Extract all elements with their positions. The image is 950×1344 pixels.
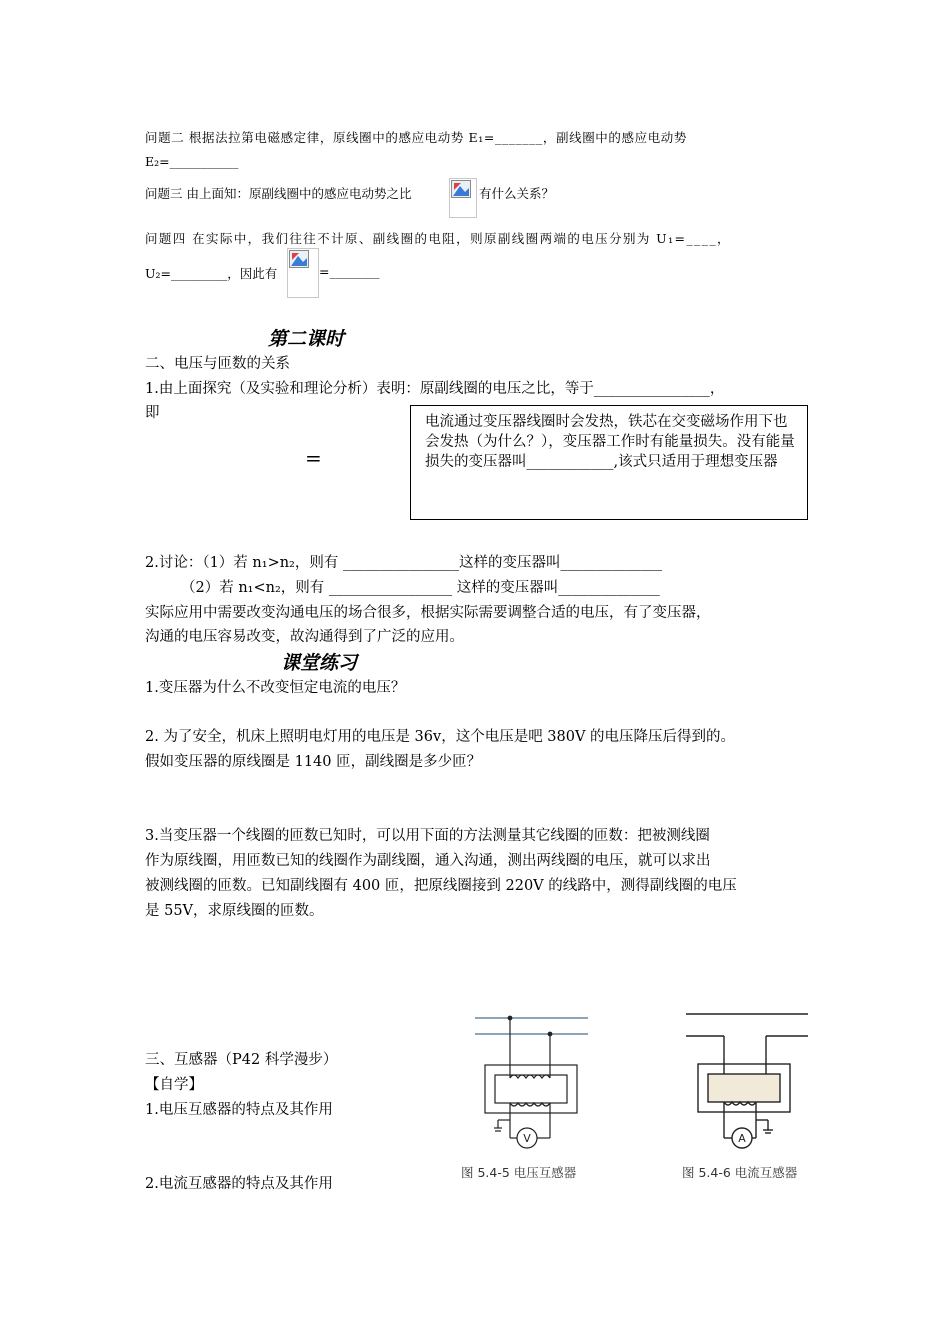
question-3-before: 问题三 由上面知：原副线圈中的感应电动势之比: [145, 186, 412, 201]
discussion-para1: 实际应用中需要改变沟通电压的场合很多，根据实际需要调整合适的电压，有了变压器，: [145, 605, 711, 621]
question-4-line1: 问题四 在实际中，我们往往不计原、副线圈的电阻，则原副线圈两端的电压分别为 U₁=____，: [145, 231, 731, 246]
question-2-line2: E₂=___________: [145, 154, 239, 169]
note-box-text: 电流通过变压器线圈时会发热，铁芯在交变磁场作用下也会发热（为什么？），变压器工作时有能量损失。没有能量损失的变压器叫____________,该式只适用于理想变压器: [425, 414, 795, 470]
practice-q2-line1: 2. 为了安全，机床上照明电灯用的电压是 36v，这个电压是吧 380V 的电压降压后得到的。: [145, 729, 736, 745]
practice-q3-line1: 3.当变压器一个线圈的匝数已知时，可以用下面的方法测量其它线圈的匝数：把被测线圈: [145, 828, 710, 844]
voltmeter-label: V: [523, 1132, 531, 1145]
practice-q3-line3: 被测线圈的匝数。已知副线圈有 400 匝，把原线圈接到 220V 的线路中，测得副线圈的电压: [145, 878, 737, 894]
practice-title: 课堂练习: [281, 652, 358, 674]
section-3-q1: 1.电压互感器的特点及其作用: [145, 1102, 333, 1118]
ammeter-label: A: [738, 1132, 746, 1145]
note-box: [410, 405, 808, 520]
section-3-title: 三、互感器（P42 科学漫步）: [145, 1052, 338, 1068]
discussion-line2: （2）若 n₁<n₂，则有 _________________ 这样的变压器叫______________: [181, 580, 660, 596]
question-4-line2-after: =________: [319, 264, 380, 279]
section-3-q2: 2.电流互感器的特点及其作用: [145, 1176, 333, 1192]
discussion-para2: 沟通的电压容易改变，故沟通得到了广泛的应用。: [145, 629, 464, 645]
figure-1-caption: 图 5.4-5 电压互感器: [461, 1165, 577, 1180]
self-study-label: 【自学】: [145, 1077, 203, 1093]
item-1-line2: 即: [145, 405, 160, 421]
equals-sign: =: [305, 446, 322, 470]
lesson-2-title: 第二课时: [268, 328, 345, 350]
discussion-line1: 2.讨论：（1）若 n₁>n₂，则有 ________________这样的变压器叫______________: [145, 555, 662, 571]
question-2-line1: 问题二 根据法拉第电磁感定律，原线圈中的感应电动势 E₁=_______，副线圈中的感应电动势: [145, 130, 688, 145]
practice-q2-line2: 假如变压器的原线圈是 1140 匝，副线圈是多少匝？: [145, 754, 482, 770]
broken-image-icon: [449, 178, 477, 218]
question-4-line2-before: U₂=_________，因此有: [145, 266, 278, 281]
current-transformer-figure: [680, 1008, 815, 1158]
practice-q3-line2: 作为原线圈，用匝数已知的线圈作为副线圈，通入沟通，测出两线圈的电压，就可以求出: [145, 853, 711, 869]
question-3-after: 有什么关系？: [479, 186, 555, 201]
section-2-title: 二、电压与匝数的关系: [145, 356, 290, 372]
item-1-line1: 1.由上面探究（及实验和理论分析）表明：原副线圈的电压之比，等于________________，: [145, 381, 725, 397]
broken-image-icon: [287, 248, 319, 298]
practice-q3-line4: 是 55V，求原线圈的匝数。: [145, 903, 324, 919]
voltage-transformer-figure: [470, 1010, 610, 1160]
figure-2-caption: 图 5.4-6 电流互感器: [682, 1165, 798, 1180]
practice-q1: 1.变压器为什么不改变恒定电流的电压？: [145, 680, 406, 696]
